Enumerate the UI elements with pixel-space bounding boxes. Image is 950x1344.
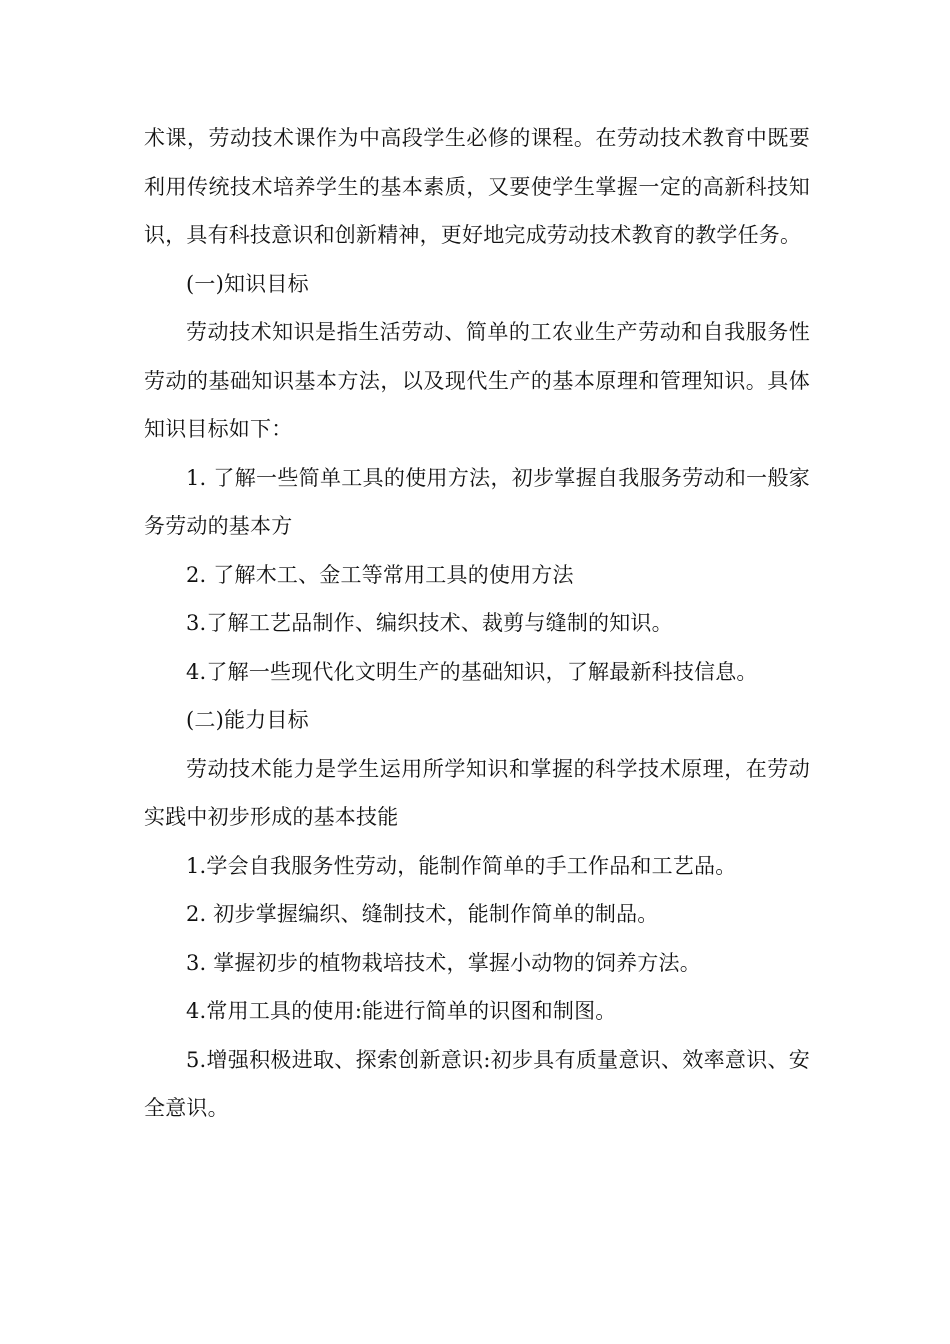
list-item-knowledge-2: 2. 了解木工、金工等常用工具的使用方法 <box>186 562 574 587</box>
list-item-ability-4: 4.常用工具的使用:能进行简单的识图和制图。 <box>186 999 617 1023</box>
list-item-ability-1: 1.学会自我服务性劳动，能制作简单的手工作品和工艺品。 <box>186 853 737 878</box>
paragraph-ability-definition: 劳动技术能力是学生运用所学知识和掌握的科学技术原理，在劳动实践中初步形成的基本技能 <box>144 756 810 829</box>
section-heading-ability-goals: (二)能力目标 <box>186 708 309 732</box>
list-item-ability-5: 5.增强积极进取、探索创新意识:初步具有质量意识、效率意识、安全意识。 <box>144 1047 810 1120</box>
paragraph-intro-continuation: 术课，劳动技术课作为中高段学生必修的课程。在劳动技术教育中既要利用传统技术培养学生的基本素质，又要使学生掌握一定的高新科技知识，具有科技意识和创新精神，更好地完成劳动技术教育的教学任务。 <box>144 126 810 247</box>
list-item-knowledge-1: 1. 了解一些简单工具的使用方法，初步掌握自我服务劳动和一般家务劳动的基本方 <box>144 465 810 538</box>
section-heading-knowledge-goals: (一)知识目标 <box>186 271 309 296</box>
list-item-ability-3: 3. 掌握初步的植物栽培技术，掌握小动物的饲养方法。 <box>186 950 701 975</box>
document-body <box>144 114 810 1133</box>
list-item-ability-2: 2. 初步掌握编织、缝制技术，能制作简单的制品。 <box>186 902 659 926</box>
list-item-knowledge-4: 4.了解一些现代化文明生产的基础知识，了解最新科技信息。 <box>186 659 758 684</box>
paragraph-knowledge-definition: 劳动技术知识是指生活劳动、简单的工农业生产劳动和自我服务性劳动的基础知识基本方法，以及现代生产的基本原理和管理知识。具体知识目标如下： <box>144 320 810 441</box>
list-item-knowledge-3: 3.了解工艺品制作、编织技术、裁剪与缝制的知识。 <box>186 611 673 635</box>
